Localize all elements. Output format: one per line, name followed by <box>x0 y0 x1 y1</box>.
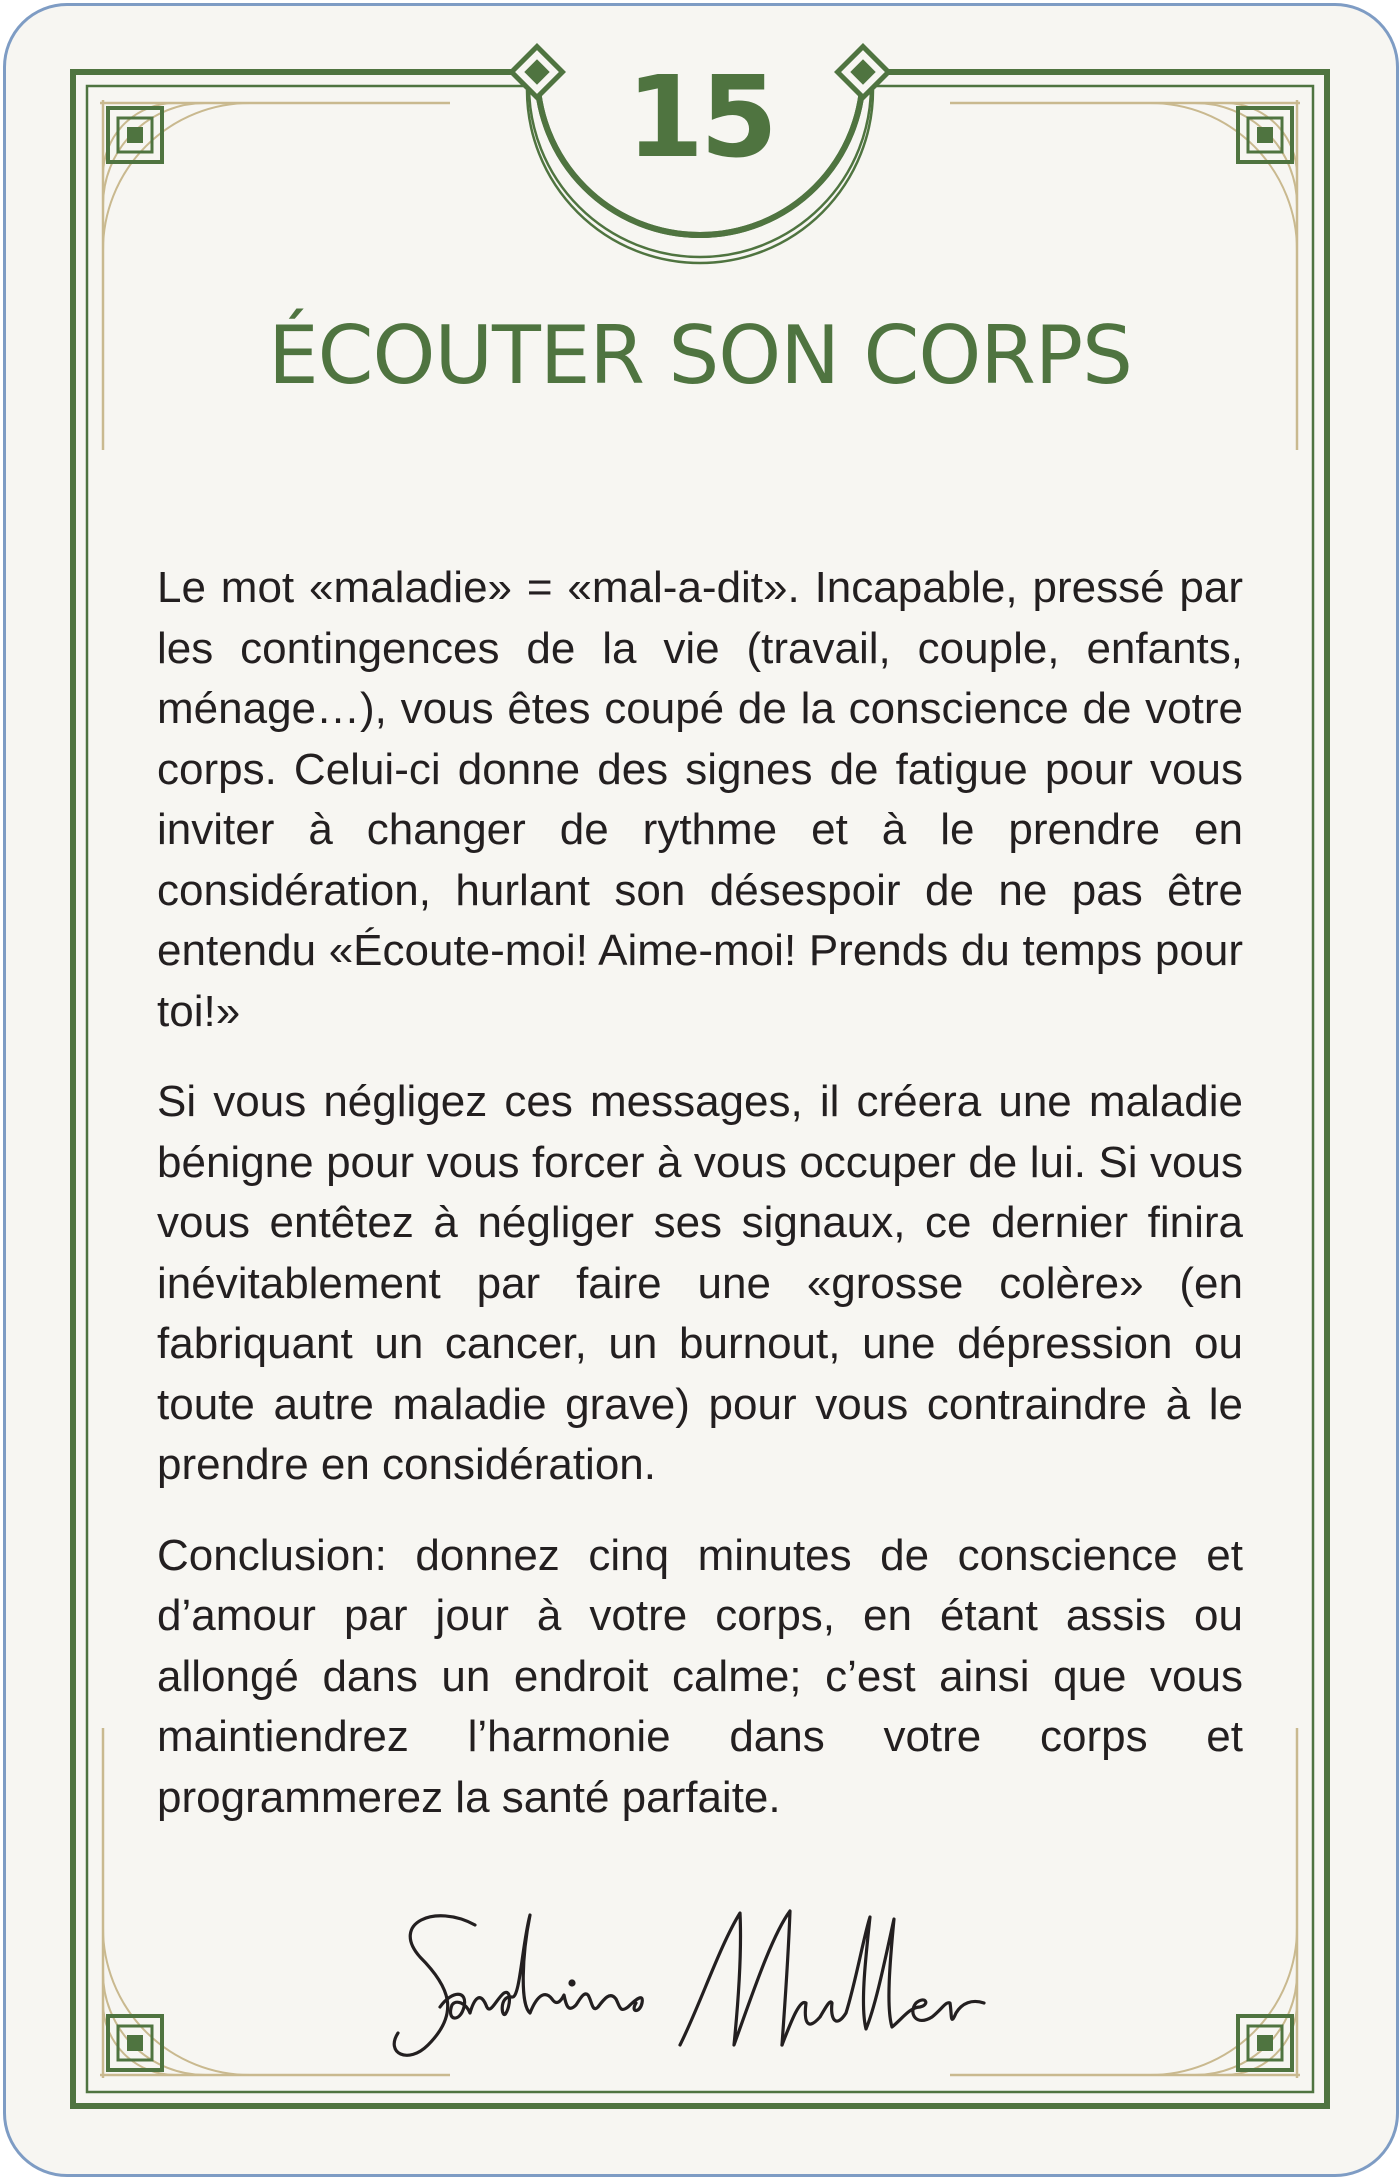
diamond-left-icon <box>512 47 563 98</box>
body-paragraph: Le mot «maladie» = «mal-a-dit». Incapable, pressé par les contingences de la vie (travail, couple, enfants, ménage…), vous êtes coupé de la conscience de votre corps. Celui-ci donne des signes de fatigue pour vous inviter à changer de rythme et à le prendre en considération, hurlant son désespoir de ne pas être entendu «Écoute-moi! Aime-moi! Prends du temps pour toi!» <box>157 563 1243 1036</box>
card-body <box>157 558 1243 1858</box>
diamond-right-icon <box>838 47 889 98</box>
body-paragraph: Conclusion: donnez cinq minutes de conscience et d’amour par jour à votre corps, en étant assis ou allongé dans un endroit calme; c’est ainsi que vous maintiendrez l’harmonie dans votre corps et programmerez la santé parfaite. <box>157 1530 1243 1822</box>
card-title: ÉCOUTER SON CORPS <box>268 309 1132 402</box>
card-number: 15 <box>626 53 774 183</box>
body-paragraph: Si vous négligez ces messages, il créera une maladie bénigne pour vous forcer à vous occuper de lui. Si vous vous entêtez à négliger ses signaux, ce dernier finira inévitablement par faire une «grosse colère» (en fabriquant un cancer, un burnout, une dépression ou toute autre maladie grave) pour vous contraindre à le prendre en considération. <box>157 1077 1243 1489</box>
author-signature <box>380 1895 1020 2065</box>
